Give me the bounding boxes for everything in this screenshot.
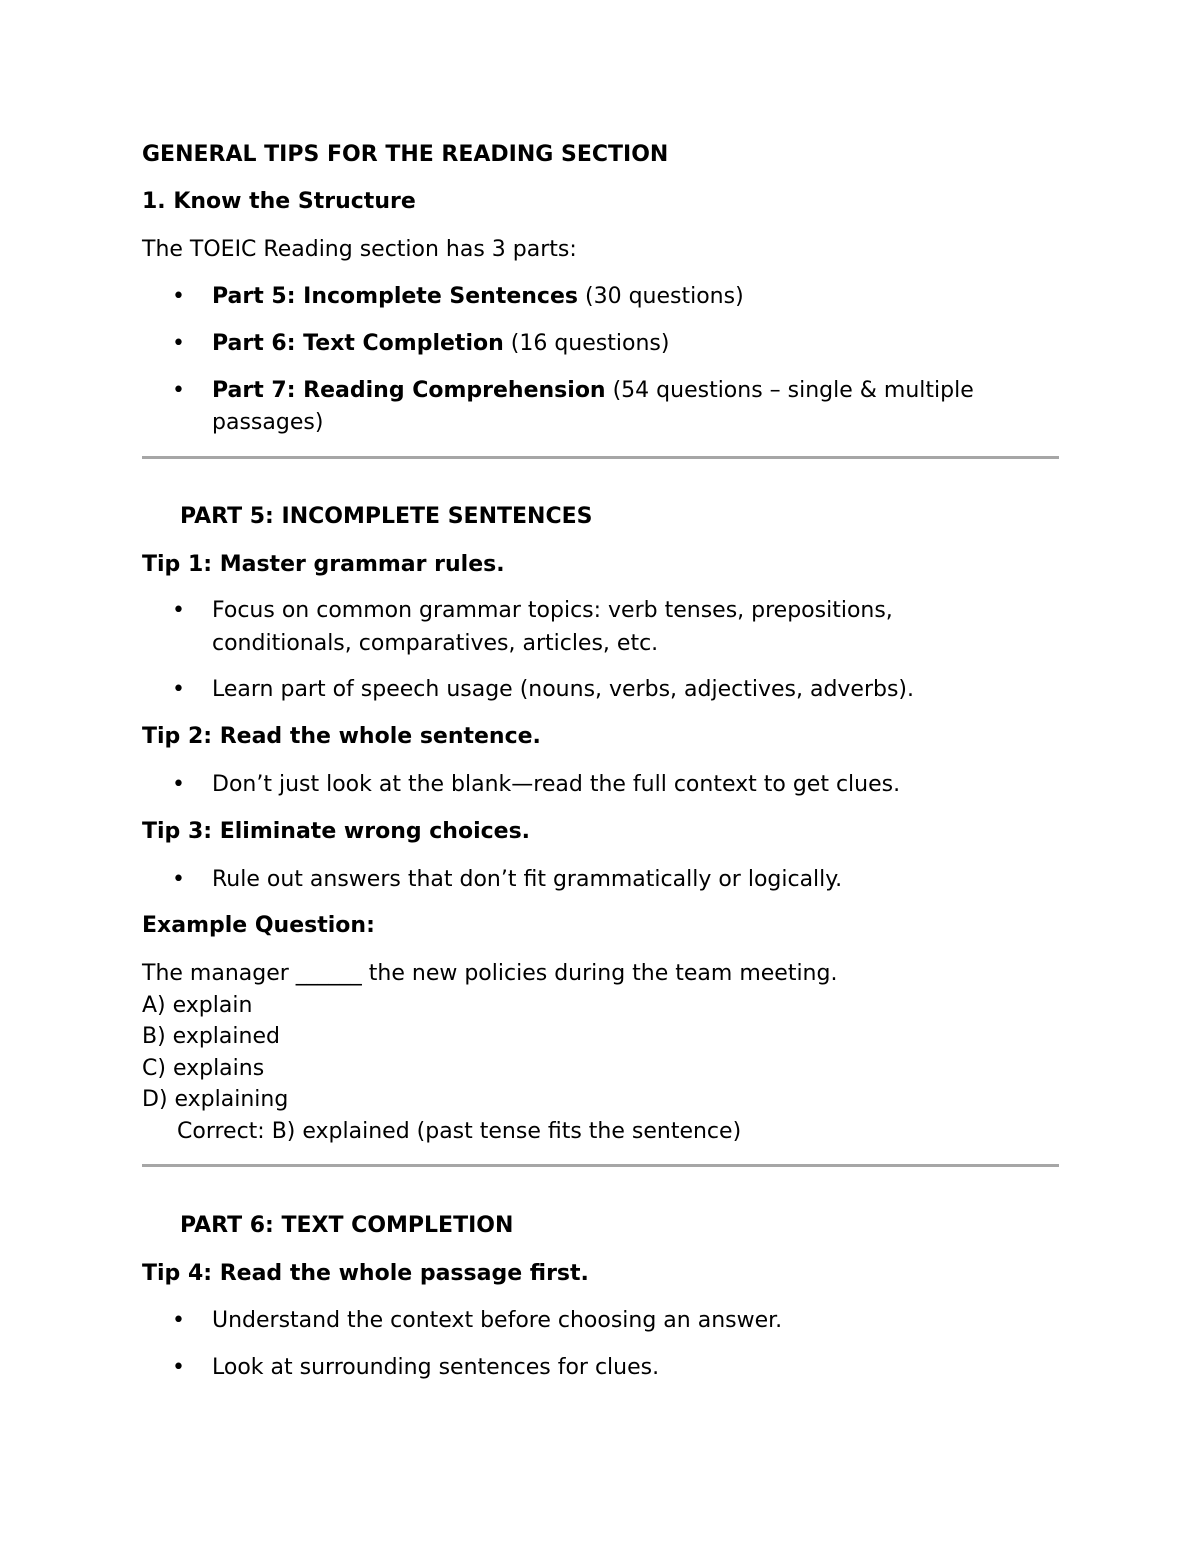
- tip-heading: Tip 2: Read the whole sentence.: [142, 724, 541, 749]
- list-item: Learn part of speech usage (nouns, verbs, adjectives, adverbs).: [212, 677, 915, 702]
- answer-option: B) explained: [142, 1024, 280, 1049]
- part-detail: (16 questions): [503, 331, 670, 356]
- part-name: Part 6: Text Completion: [212, 331, 504, 356]
- list-item: Don’t just look at the blank—read the full context to get clues.: [212, 772, 901, 797]
- horizontal-divider: [142, 456, 1059, 459]
- tip-heading: Tip 1: Master grammar rules.: [142, 552, 505, 577]
- answer-option: C) explains: [142, 1056, 265, 1081]
- list-item: Focus on common grammar topics: verb tenses, prepositions,: [212, 598, 893, 623]
- tip-heading: Tip 4: Read the whole passage first.: [142, 1261, 589, 1286]
- bullet-icon: •: [172, 331, 185, 356]
- part-name: Part 5: Incomplete Sentences: [212, 284, 578, 309]
- list-item-continued: conditionals, comparatives, articles, etc.: [212, 631, 659, 656]
- part-detail-continued: passages): [212, 410, 324, 435]
- document-title: GENERAL TIPS FOR THE READING SECTION: [142, 142, 669, 167]
- bullet-icon: •: [172, 867, 185, 892]
- bullet-icon: •: [172, 677, 185, 702]
- bullet-icon: •: [172, 772, 185, 797]
- bullet-icon: •: [172, 378, 185, 403]
- horizontal-divider: [142, 1164, 1059, 1167]
- section-heading-part6: PART 6: TEXT COMPLETION: [180, 1213, 514, 1238]
- tip-heading: Tip 3: Eliminate wrong choices.: [142, 819, 531, 844]
- part-detail: (30 questions): [578, 284, 744, 309]
- answer-option: D) explaining: [142, 1087, 289, 1112]
- list-item-part6: [212, 328, 669, 360]
- list-item: Understand the context before choosing an answer.: [212, 1308, 783, 1333]
- structure-intro: The TOEIC Reading section has 3 parts:: [142, 237, 577, 262]
- list-item: Rule out answers that don’t fit grammatically or logically.: [212, 867, 843, 892]
- structure-heading: 1. Know the Structure: [142, 189, 416, 214]
- list-item-part5: [212, 281, 744, 313]
- list-item-part7: [212, 375, 974, 407]
- bullet-icon: •: [172, 284, 185, 309]
- list-item: Look at surrounding sentences for clues.: [212, 1355, 660, 1380]
- correct-answer: Correct: B) explained (past tense fits the sentence): [177, 1119, 742, 1144]
- example-label: Example Question:: [142, 913, 375, 938]
- section-heading-part5: PART 5: INCOMPLETE SENTENCES: [180, 504, 593, 529]
- bullet-icon: •: [172, 1355, 185, 1380]
- example-question: The manager ______ the new policies during the team meeting.: [142, 961, 838, 986]
- bullet-icon: •: [172, 1308, 185, 1333]
- answer-option: A) explain: [142, 993, 253, 1018]
- part-name: Part 7: Reading Comprehension: [212, 378, 606, 403]
- bullet-icon: •: [172, 598, 185, 623]
- part-detail: (54 questions – single & multiple: [605, 378, 974, 403]
